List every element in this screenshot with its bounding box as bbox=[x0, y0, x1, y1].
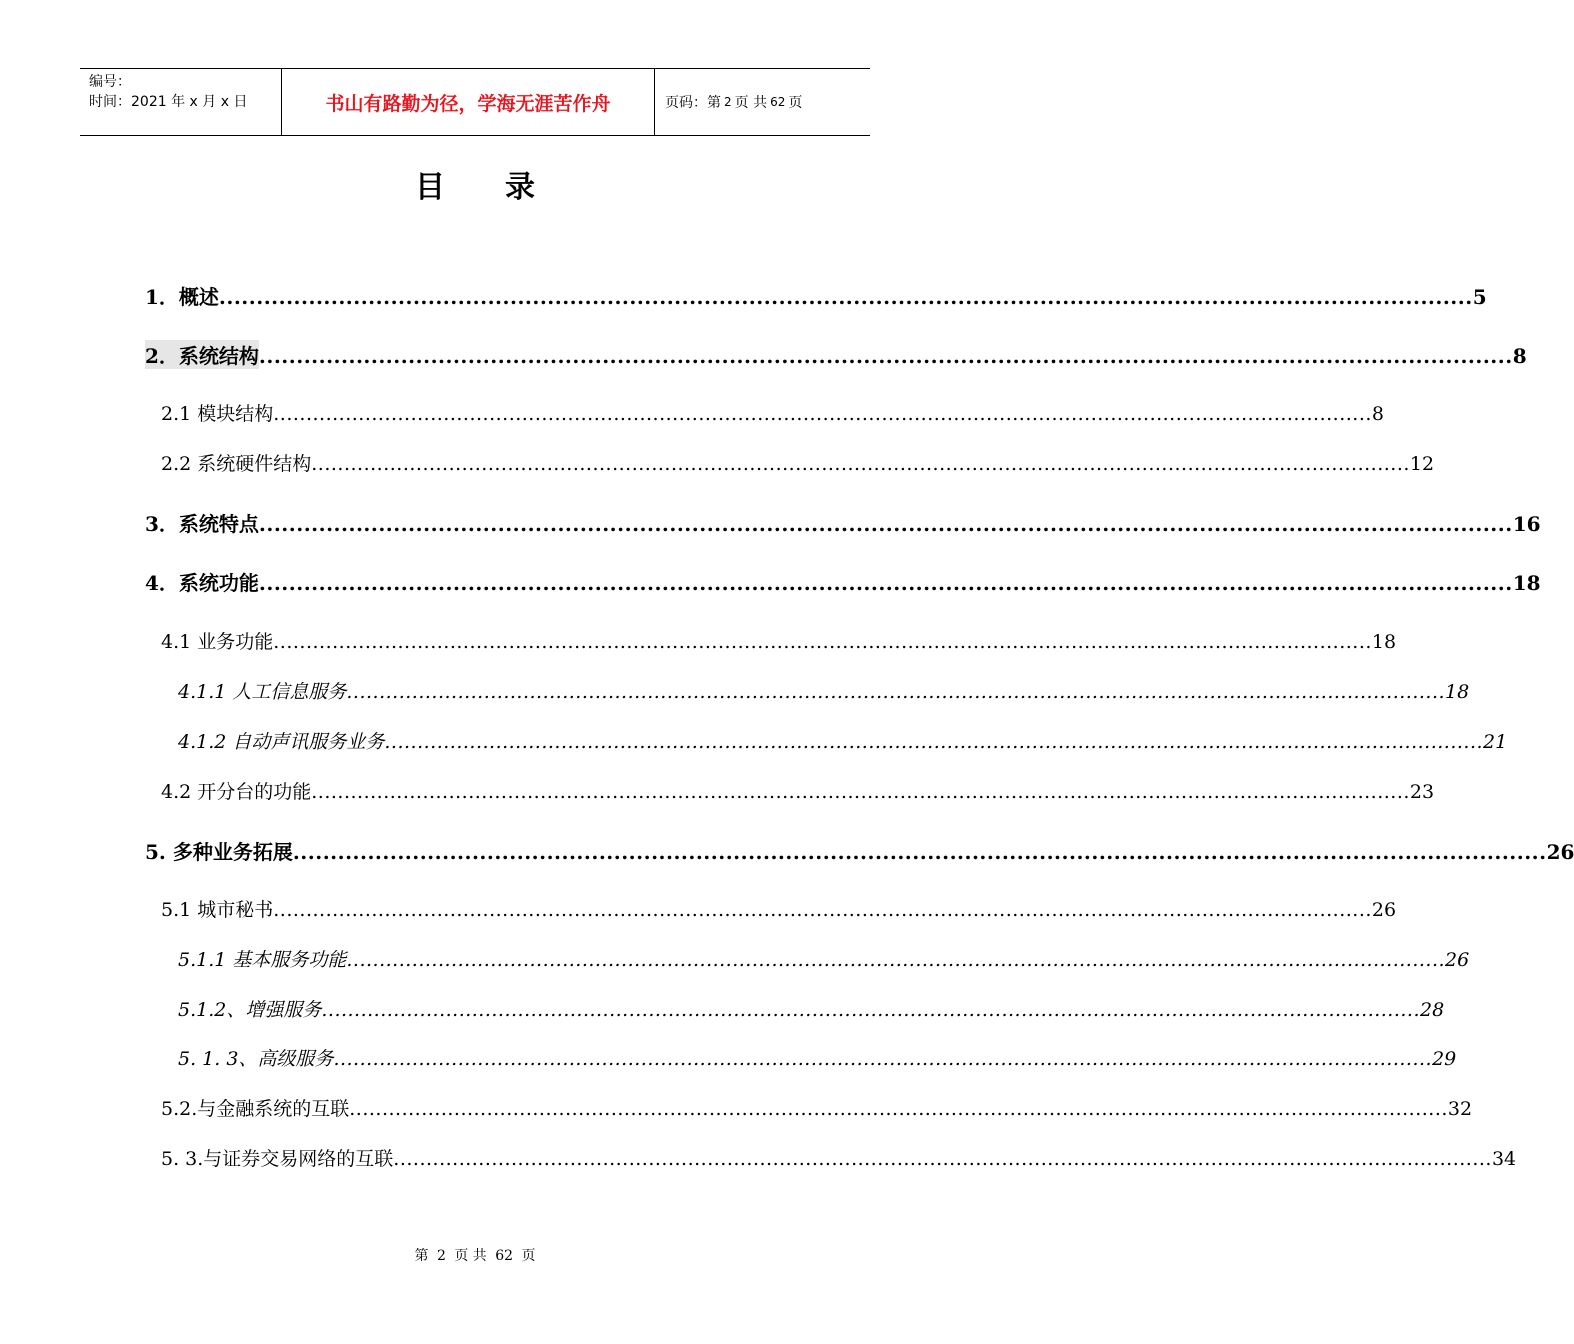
toc-entry-label: 5.1.1 基本服务功能 bbox=[178, 949, 347, 971]
toc-leader: ........................................................................................................................................................................ bbox=[273, 899, 1372, 921]
toc-entry-page: 12 bbox=[1409, 453, 1435, 475]
toc-entry-page: 32 bbox=[1447, 1098, 1473, 1120]
toc-leader: ........................................................................................................................................................................ bbox=[346, 681, 1446, 703]
toc-leader: ........................................................................................................................................................................ bbox=[311, 453, 1410, 475]
toc-leader: ........................................................................................................................................................................ bbox=[333, 1048, 1433, 1070]
toc-entry[interactable] bbox=[145, 836, 1574, 865]
toc-entry-page: 18 bbox=[1371, 631, 1397, 653]
toc-entry[interactable] bbox=[161, 399, 1385, 426]
page-footer bbox=[0, 1245, 950, 1265]
toc-leader: ........................................................................................................................................................................ bbox=[349, 1098, 1448, 1120]
toc-entry[interactable] bbox=[145, 340, 1527, 369]
document-time-label: 时间：2021 年 x 月 x 日 bbox=[89, 94, 248, 110]
toc-entry-page: 18 bbox=[1445, 681, 1470, 703]
toc-entry-label: 5.1.2、增强服务 bbox=[178, 999, 322, 1021]
toc-entry[interactable] bbox=[161, 627, 1397, 654]
toc-entry-page: 21 bbox=[1483, 731, 1508, 753]
toc-entry-label: 5.1 城市秘书 bbox=[161, 899, 274, 921]
toc-entry[interactable] bbox=[161, 895, 1397, 922]
toc-entry-page: 26 bbox=[1546, 840, 1574, 864]
toc-entry-page: 8 bbox=[1512, 344, 1527, 368]
toc-leader: ........................................................................................................................................................................ bbox=[311, 781, 1410, 803]
footer-page-total: 62 bbox=[495, 1248, 514, 1264]
header-page-mid: 页 共 bbox=[734, 95, 768, 111]
toc-entry-label: 3．系统特点 bbox=[145, 512, 259, 536]
toc-entry-page: 34 bbox=[1491, 1148, 1517, 1170]
toc-leader: ........................................................................................................................................................................ bbox=[321, 999, 1421, 1021]
toc-entry-label: 1．概述 bbox=[145, 285, 219, 309]
toc-entry[interactable] bbox=[178, 995, 1445, 1022]
toc-entry[interactable] bbox=[178, 945, 1470, 972]
footer-mid: 页 共 bbox=[454, 1248, 487, 1264]
toc-entry[interactable] bbox=[178, 677, 1470, 704]
toc-leader: ........................................................................................................................................................................ bbox=[273, 631, 1372, 653]
toc-entry[interactable] bbox=[161, 777, 1435, 804]
toc-entry[interactable] bbox=[145, 281, 1487, 310]
toc-entry-page: 8 bbox=[1371, 403, 1385, 425]
footer-suffix: 页 bbox=[521, 1248, 536, 1264]
toc-entry[interactable] bbox=[178, 1044, 1457, 1071]
header-page-info bbox=[655, 69, 870, 135]
toc-entry-page: 28 bbox=[1420, 999, 1445, 1021]
toc-entry[interactable] bbox=[145, 567, 1541, 596]
toc-entry-label: 5. 1. 3、高级服务 bbox=[178, 1048, 334, 1070]
toc-entry-page: 26 bbox=[1445, 949, 1470, 971]
toc-entry-label: 5. 3.与证券交易网络的互联 bbox=[161, 1148, 394, 1170]
page-title: 目录 bbox=[415, 170, 595, 205]
header-meta bbox=[80, 69, 282, 135]
header-page-suffix: 页 bbox=[788, 95, 803, 111]
toc-entry[interactable] bbox=[161, 1094, 1473, 1121]
toc-leader: ........................................................................................................................................................................ bbox=[258, 344, 1513, 368]
toc-entry-page: 5 bbox=[1472, 285, 1487, 309]
toc-entry-label: 2．系统结构 bbox=[145, 340, 259, 369]
toc-leader: ........................................................................................................................................................................ bbox=[292, 840, 1547, 864]
document-number-label: 编号： bbox=[89, 74, 131, 90]
toc-entry-page: 29 bbox=[1432, 1048, 1457, 1070]
toc-entry-page: 23 bbox=[1409, 781, 1435, 803]
toc-entry[interactable] bbox=[161, 449, 1435, 476]
header-page-current: 2 bbox=[724, 95, 732, 109]
toc-entry-label: 4.1 业务功能 bbox=[161, 631, 274, 653]
toc-entry[interactable] bbox=[178, 727, 1508, 754]
header-page-prefix: 页码：第 bbox=[665, 95, 721, 111]
toc-entry[interactable] bbox=[145, 508, 1541, 537]
footer-prefix: 第 bbox=[414, 1248, 429, 1264]
header-page-total: 62 bbox=[770, 95, 786, 109]
toc-entry-label: 5.2.与金融系统的互联 bbox=[161, 1098, 350, 1120]
toc-leader: ........................................................................................................................................................................ bbox=[393, 1148, 1492, 1170]
toc-entry-label: 4.2 开分台的功能 bbox=[161, 781, 312, 803]
toc-entry-label: 2.2 系统硬件结构 bbox=[161, 453, 312, 475]
page-header bbox=[80, 68, 870, 136]
toc-leader: ........................................................................................................................................................................ bbox=[258, 512, 1513, 536]
toc-entry-label: 4．系统功能 bbox=[145, 571, 259, 595]
toc-leader: ........................................................................................................................................................................ bbox=[218, 285, 1473, 309]
footer-page-current: 2 bbox=[436, 1248, 446, 1264]
toc-entry-page: 26 bbox=[1371, 899, 1397, 921]
toc-leader: ........................................................................................................................................................................ bbox=[258, 571, 1513, 595]
toc-entry-label: 4.1.1 人工信息服务 bbox=[178, 681, 347, 703]
toc-entry-label: 4.1.2 自动声讯服务业务 bbox=[178, 731, 385, 753]
toc-entry-label: 2.1 模块结构 bbox=[161, 403, 274, 425]
toc-leader: ........................................................................................................................................................................ bbox=[273, 403, 1372, 425]
header-motto: 书山有路勤为径，学海无涯苦作舟 bbox=[282, 69, 655, 135]
toc-entry-label: 5. 多种业务拓展 bbox=[145, 840, 293, 864]
toc-leader: ........................................................................................................................................................................ bbox=[384, 731, 1484, 753]
toc-entry[interactable] bbox=[161, 1144, 1517, 1171]
toc-leader: ........................................................................................................................................................................ bbox=[346, 949, 1446, 971]
toc-entry-page: 16 bbox=[1512, 512, 1541, 536]
toc-entry-page: 18 bbox=[1512, 571, 1541, 595]
